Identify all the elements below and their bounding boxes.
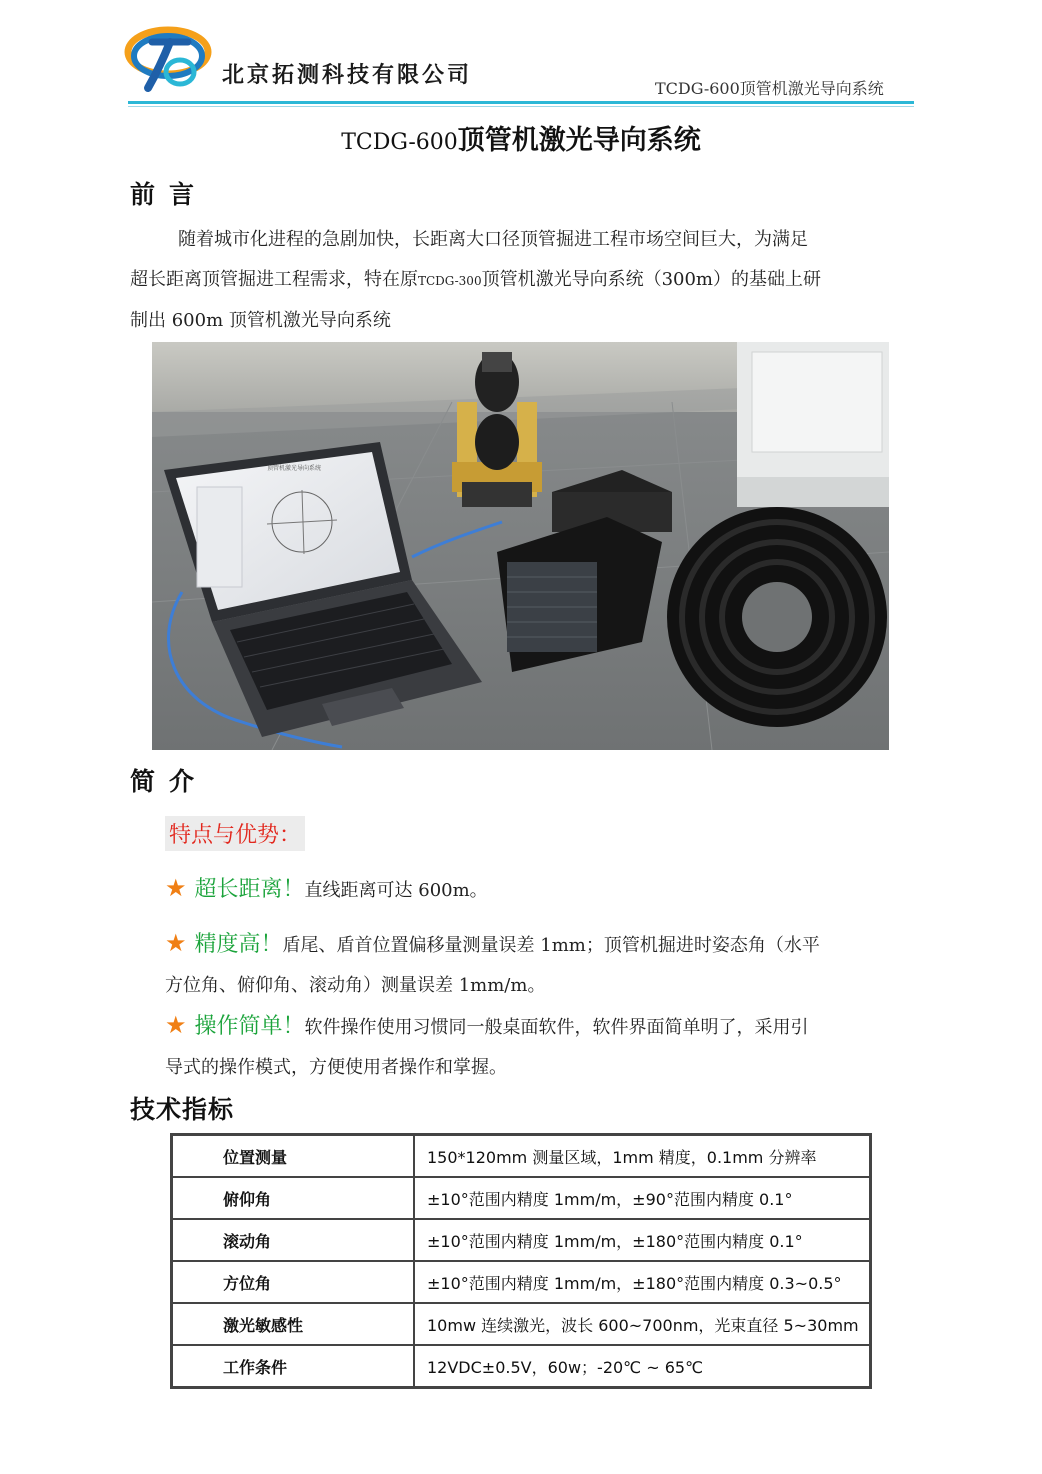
spec-key: 滚动角 — [172, 1219, 414, 1261]
feature-item — [165, 1005, 915, 1088]
preface-paragraph — [130, 220, 916, 341]
preface-line-2-end: 顶管机激光导向系统（300m）的基础上研 — [481, 269, 822, 290]
spec-key: 方位角 — [172, 1261, 414, 1303]
specs-heading: 技术指标 — [130, 1095, 235, 1124]
title-text: 顶管机激光导向系统 — [457, 125, 701, 156]
star-icon: ★ — [165, 874, 187, 902]
spec-value: ±10°范围内精度 1mm/m，±180°范围内精度 0.3~0.5° — [414, 1261, 870, 1303]
header-divider-thin — [128, 106, 914, 107]
document-title — [0, 118, 1042, 157]
header-product-name: TCDG-600顶管机激光导向系统 — [655, 79, 884, 98]
feature-desc: 直线距离可达 600m。 — [304, 880, 488, 901]
preface-line-2-start: 超长距离顶管掘进工程需求，特在原 — [130, 269, 418, 290]
laptop-app-title: 顶管机激光导向系统 — [267, 465, 322, 472]
features-title: 特点与优势： — [165, 816, 305, 851]
spec-key: 俯仰角 — [172, 1177, 414, 1219]
feature-item — [165, 923, 915, 1006]
feature-item — [165, 868, 915, 911]
company-name: 北京拓测科技有限公司 — [222, 63, 473, 88]
feature-desc: 软件操作使用习惯同一般桌面软件，软件界面简单明了，采用引 — [304, 1017, 809, 1038]
spec-row — [172, 1345, 870, 1387]
preface-line-3: 制出 600m 顶管机激光导向系统 — [130, 310, 391, 331]
star-icon: ★ — [165, 1011, 187, 1039]
spec-value: ±10°范围内精度 1mm/m，±180°范围内精度 0.1° — [414, 1219, 870, 1261]
spec-value: 10mw 连续激光，波长 600~700nm，光束直径 5~30mm — [414, 1303, 870, 1345]
feature-name: 精度高！ — [194, 932, 283, 957]
spec-table-body — [172, 1135, 870, 1387]
product-photo — [152, 342, 889, 750]
spec-row — [172, 1303, 870, 1345]
spec-row — [172, 1261, 870, 1303]
spec-row — [172, 1219, 870, 1261]
title-model: TCDG-600 — [341, 130, 458, 155]
feature-name: 超长距离！ — [194, 877, 305, 902]
spec-row — [172, 1135, 870, 1177]
preface-line-2 — [130, 260, 916, 301]
spec-key: 工作条件 — [172, 1345, 414, 1387]
feature-name: 操作简单！ — [194, 1014, 305, 1039]
preface-heading: 前言 — [130, 180, 209, 209]
feature-desc-continued: 导式的操作模式，方便使用者操作和掌握。 — [165, 1057, 507, 1078]
spec-row — [172, 1177, 870, 1219]
spec-table — [170, 1133, 872, 1389]
spec-value: 12VDC±0.5V，60w；-20℃ ~ 65℃ — [414, 1345, 870, 1387]
feature-desc-continued: 方位角、俯仰角、滚动角）测量误差 1mm/m。 — [165, 975, 546, 996]
spec-key: 激光敏感性 — [172, 1303, 414, 1345]
spec-key: 位置测量 — [172, 1135, 414, 1177]
spec-value: 150*120mm 测量区域，1mm 精度，0.1mm 分辨率 — [414, 1135, 870, 1177]
preface-line-2-model: TCDG-300 — [418, 274, 482, 288]
feature-desc: 盾尾、盾首位置偏移量测量误差 1mm；顶管机掘进时姿态角（水平 — [282, 935, 820, 956]
company-logo — [122, 22, 214, 94]
preface-line-1: 随着城市化进程的急剧加快，长距离大口径顶管掘进工程市场空间巨大，为满足 — [178, 229, 808, 250]
intro-heading: 简介 — [130, 767, 209, 796]
header-divider — [128, 101, 914, 104]
spec-value: ±10°范围内精度 1mm/m，±90°范围内精度 0.1° — [414, 1177, 870, 1219]
star-icon: ★ — [165, 929, 187, 957]
